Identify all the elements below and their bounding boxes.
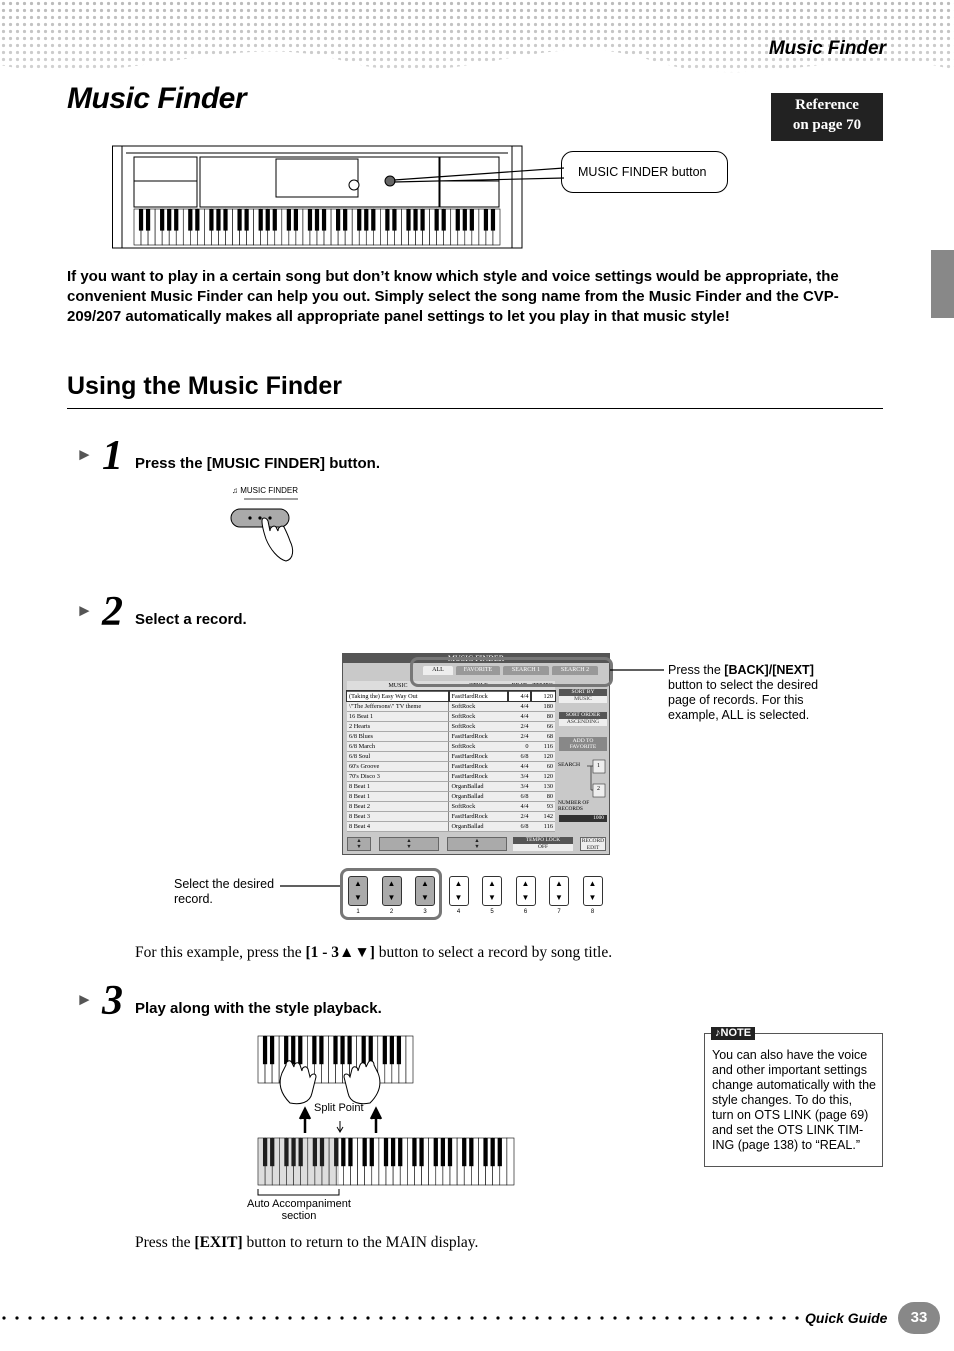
- tempo-lock-value: OFF: [513, 844, 573, 851]
- instruction-text: For this example, press the: [135, 944, 306, 961]
- note-box: [704, 1033, 883, 1167]
- table-cell: 120: [531, 771, 556, 781]
- lcd-arrow-button-2[interactable]: ▲ ▼: [379, 837, 439, 851]
- table-cell: 3/4: [508, 771, 530, 781]
- table-cell: 66: [531, 721, 556, 731]
- music-finder-panel-label: [232, 486, 298, 495]
- arrow-up-icon: [300, 1109, 310, 1133]
- table-row[interactable]: [347, 801, 555, 811]
- table-cell: OrganBallad: [449, 821, 508, 831]
- search-label: SEARCH: [558, 762, 581, 768]
- table-cell: 80: [531, 791, 556, 801]
- callout-text: button to select the desired page of records. For this example, ALL is selected.: [668, 678, 819, 722]
- lcd-arrow-button-3[interactable]: ▲ ▼: [447, 837, 507, 851]
- table-cell: 180: [531, 701, 556, 711]
- note-text: You can also have the voice and other important settings change automatically with the style changes. To do this, turn on OTS LINK (page 69) and set the OTS LINK TIM-ING (page 138) to “REAL.”: [712, 1048, 876, 1152]
- table-cell: FastHardRock: [449, 771, 508, 781]
- side-tab: [931, 250, 954, 318]
- step-text: Press the [MUSIC FINDER] button.: [135, 455, 381, 472]
- table-cell: 130: [531, 781, 556, 791]
- table-row[interactable]: [347, 751, 555, 761]
- arrow-up-icon: [371, 1109, 381, 1133]
- table-cell: FastHardRock: [449, 761, 508, 771]
- button-number: 3: [423, 909, 427, 915]
- table-cell: 8 Beat 4: [347, 821, 449, 831]
- split-point-arrow-icon: [337, 1121, 343, 1132]
- table-cell: (Taking the) Easy Way Out: [347, 691, 449, 701]
- up-down-button-7[interactable]: ▲ ▼: [549, 876, 569, 906]
- table-row[interactable]: [347, 741, 555, 751]
- table-cell: 2/4: [508, 721, 530, 731]
- up-down-button-1[interactable]: ▲ ▼: [348, 876, 368, 906]
- sort-order-control[interactable]: [559, 712, 607, 726]
- search-1-button[interactable]: 1: [597, 763, 600, 769]
- button-number: 7: [557, 909, 561, 915]
- step-text: Select a record.: [135, 611, 247, 628]
- instruction-text: button to return to the MAIN display.: [242, 1234, 479, 1251]
- search-2-button[interactable]: 2: [597, 786, 600, 792]
- tab-search-2[interactable]: SEARCH 2: [552, 666, 598, 675]
- table-cell: FastHardRock: [449, 811, 508, 821]
- table-cell: 4/4: [508, 711, 530, 721]
- step-number: 2: [102, 589, 123, 635]
- table-cell: 120: [531, 691, 556, 701]
- page-number: 33: [898, 1302, 940, 1334]
- table-cell: SoftRock: [449, 711, 508, 721]
- split-point-label: Split Point: [314, 1102, 364, 1114]
- table-row[interactable]: [347, 771, 555, 781]
- page-title: Music Finder: [67, 82, 247, 115]
- music-finder-button-illustration[interactable]: [228, 497, 298, 567]
- sort-by-control[interactable]: [559, 689, 607, 703]
- table-cell: 2/4: [508, 811, 530, 821]
- table-cell: 4/4: [508, 701, 530, 711]
- sort-order-value: ASCENDING: [559, 719, 607, 726]
- step-arrow-icon: ►: [76, 601, 93, 620]
- footer-label: Quick Guide: [805, 1310, 888, 1326]
- table-cell: 8 Beat 2: [347, 801, 449, 811]
- accompaniment-range: [258, 1138, 339, 1185]
- instruction-text: button to select a record by song title.: [374, 944, 613, 961]
- table-cell: 6/8 Blues: [347, 731, 449, 741]
- step-text: Play along with the style playback.: [135, 1000, 382, 1017]
- table-cell: OrganBallad: [449, 791, 508, 801]
- callout-line: [610, 664, 666, 674]
- col-music: MUSIC: [347, 681, 449, 691]
- table-cell: FastHardRock: [449, 731, 508, 741]
- table-cell: 3/4: [508, 781, 530, 791]
- table-cell: 2 Hearts: [347, 721, 449, 731]
- footer-dots: [0, 1313, 800, 1323]
- table-cell: 60's Groove: [347, 761, 449, 771]
- up-down-button-6[interactable]: ▲ ▼: [516, 876, 536, 906]
- music-finder-label: MUSIC FINDER: [240, 486, 299, 495]
- tabs-highlight: [410, 657, 613, 687]
- reference-box: [771, 93, 883, 141]
- table-cell: 116: [531, 821, 556, 831]
- back-next-callout: [668, 663, 838, 723]
- number-of-records-value: 1000: [559, 815, 607, 822]
- music-finder-button-callout: MUSIC FINDER button: [561, 151, 728, 193]
- table-cell: OrganBallad: [449, 781, 508, 791]
- table-row[interactable]: [347, 701, 555, 711]
- tempo-lock-label: TEMPO LOCK: [513, 837, 573, 844]
- button-number: 6: [523, 909, 528, 915]
- up-down-button-5[interactable]: ▲ ▼: [482, 876, 502, 906]
- tab-favorite[interactable]: FAVORITE: [456, 666, 500, 675]
- table-cell: SoftRock: [449, 741, 508, 751]
- example-instruction: [135, 944, 612, 962]
- table-row[interactable]: [347, 811, 555, 821]
- table-cell: 0: [508, 741, 530, 751]
- table-cell: 142: [531, 811, 556, 821]
- table-cell: SoftRock: [449, 701, 508, 711]
- table-cell: \"The Jeffersons\" TV theme: [347, 701, 449, 711]
- sort-by-label: SORT BY: [559, 689, 607, 696]
- instruction-bold: [1 - 3▲▼]: [305, 944, 375, 961]
- table-cell: 116: [531, 741, 556, 751]
- lcd-arrow-button-1[interactable]: ▲ ▼: [347, 837, 371, 851]
- table-row[interactable]: [347, 691, 555, 701]
- exit-instruction: [135, 1234, 478, 1252]
- table-cell: 8 Beat 3: [347, 811, 449, 821]
- table-row[interactable]: [347, 781, 555, 791]
- callout-line: [280, 880, 342, 890]
- search-note-icon: ♫: [232, 486, 238, 495]
- table-cell: 6/8 Soul: [347, 751, 449, 761]
- table-cell: 68: [531, 731, 556, 741]
- table-cell: FastHardRock: [449, 751, 508, 761]
- tab-search-1[interactable]: SEARCH 1: [503, 666, 549, 675]
- lcd-title: MUSIC FINDER: [343, 654, 609, 663]
- table-cell: 60: [531, 761, 556, 771]
- table-cell: 16 Beat 1: [347, 711, 449, 721]
- add-to-favorite-button[interactable]: ADD TO FAVORITE: [559, 737, 607, 751]
- button-number: 2: [389, 909, 394, 915]
- tempo-lock-control[interactable]: [513, 837, 573, 851]
- section-title: Using the Music Finder: [67, 372, 343, 400]
- select-record-callout: Select the desired record.: [174, 877, 275, 906]
- table-row[interactable]: [347, 731, 555, 741]
- table-cell: 8 Beat 1: [347, 791, 449, 801]
- table-cell: 2/4: [508, 731, 530, 741]
- sort-order-label: SORT ORDER: [559, 712, 607, 719]
- button-number: 5: [490, 909, 494, 915]
- section-divider: [67, 408, 883, 409]
- note-badge: ♪NOTE: [711, 1027, 755, 1040]
- split-keyboard-diagram: [250, 1033, 525, 1198]
- instruction-bold: [EXIT]: [194, 1234, 243, 1251]
- callout-bold: [BACK]/[NEXT]: [724, 663, 814, 677]
- number-of-records-label: NUMBER OF RECORDS: [558, 800, 590, 812]
- step-arrow-icon: ►: [76, 445, 93, 464]
- table-row[interactable]: [347, 791, 555, 801]
- table-cell: 93: [531, 801, 556, 811]
- table-cell: 6/8 March: [347, 741, 449, 751]
- step-number: 1: [102, 433, 123, 479]
- reference-line1: Reference: [795, 97, 859, 113]
- callout-text: Press the: [668, 663, 725, 677]
- table-cell: FastHardRock: [449, 691, 508, 701]
- col-tempo: TEMPO: [531, 681, 556, 691]
- up-down-button-2[interactable]: ▲ ▼: [382, 876, 402, 906]
- table-cell: 6/8: [508, 751, 530, 761]
- button-number: 4: [456, 909, 461, 915]
- table-cell: 4/4: [508, 761, 530, 771]
- table-cell: 4/4: [508, 691, 530, 701]
- button-number: 8: [590, 909, 595, 915]
- sort-by-value: MUSIC: [559, 696, 607, 703]
- instruction-text: Press the: [135, 1234, 195, 1251]
- col-style: STYLE: [449, 681, 508, 691]
- table-row[interactable]: [347, 721, 555, 731]
- table-row[interactable]: [347, 821, 555, 831]
- table-cell: 6/8: [508, 821, 530, 831]
- record-edit-button[interactable]: RECORD EDIT: [581, 838, 605, 851]
- col-beat: BEAT: [508, 681, 530, 691]
- record-table: [347, 681, 555, 832]
- up-down-button-3[interactable]: ▲ ▼: [415, 876, 435, 906]
- table-cell: 4/4: [508, 801, 530, 811]
- accompaniment-bracket: [258, 1189, 339, 1195]
- button-number: 1: [356, 909, 360, 915]
- table-row[interactable]: [347, 761, 555, 771]
- auto-accompaniment-label: Auto Accompaniment section: [247, 1198, 351, 1222]
- keyboard-keys: [134, 209, 500, 245]
- table-cell: 80: [531, 711, 556, 721]
- table-cell: SoftRock: [449, 721, 508, 731]
- tab-all[interactable]: ALL: [423, 666, 453, 675]
- up-down-button-4[interactable]: ▲ ▼: [449, 876, 469, 906]
- up-down-button-8[interactable]: ▲ ▼: [583, 876, 603, 906]
- table-cell: 70's Disco 3: [347, 771, 449, 781]
- table-cell: SoftRock: [449, 801, 508, 811]
- table-cell: 6/8: [508, 791, 530, 801]
- step-arrow-icon: ►: [76, 990, 93, 1009]
- running-header: Music Finder: [768, 38, 886, 59]
- table-row[interactable]: [347, 711, 555, 721]
- reference-line2: on page 70: [792, 117, 862, 133]
- table-cell: 120: [531, 751, 556, 761]
- step-number: 3: [102, 978, 123, 1024]
- intro-paragraph: If you want to play in a certain song but don’t know which style and voice settings would be appropriate, the convenient Music Finder can help you out. Simply select the song name from the Music Finder and the CVP-209/207 automatically makes all appropriate panel settings to let you play in that music style!: [67, 268, 839, 325]
- table-cell: 8 Beat 1: [347, 781, 449, 791]
